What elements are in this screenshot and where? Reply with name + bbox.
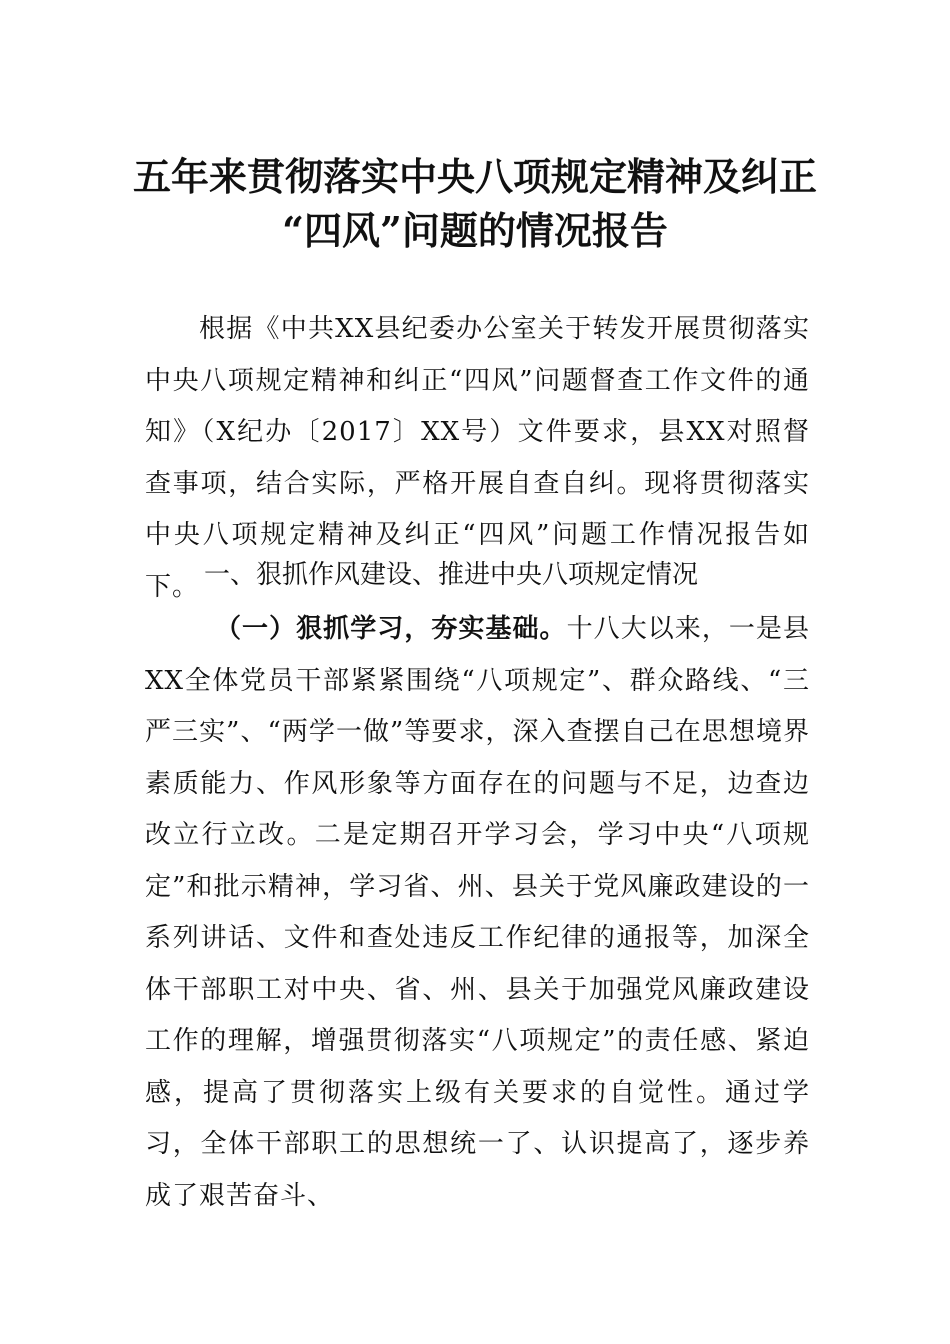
document-title (120, 150, 830, 258)
subsection-lead: （一）狠抓学习，夯实基础。 (215, 614, 567, 644)
subsection-paragraph-1 (145, 604, 810, 1222)
section-heading-1: 一、狠抓作风建设、推进中央八项规定情况 (204, 560, 699, 590)
title-line-1: 五年来贯彻落实中央八项规定精神及纠正 (132, 154, 817, 199)
subsection-body: 十八大以来，一是县XX全体党员干部紧紧围绕“八项规定”、群众路线、“三严三实”、“两学一做”等要求，深入查摆自己在思想境界素质能力、作风形象等方面存在的问题与不足，边查边改立行立改。二是定期召开学习会，学习中央“八项规定”和批示精神，学习省、州、县关于党风廉政建设的一系列讲话、文件和查处违反工作纪律的通报等，加深全体干部职工对中央、省、州、县关于加强党风廉政建设工作的理解，增强贯彻落实“八项规定”的责任感、紧迫感，提高了贯彻落实上级有关要求的自觉性。通过学习，全体干部职工的思想统一了、认识提高了，逐步养成了艰苦奋斗、 (145, 614, 810, 1211)
intro-paragraph: 根据《中共XX县纪委办公室关于转发开展贯彻落实中央八项规定精神和纠正“四风”问题督查工作文件的通知》（X纪办〔2017〕XX号）文件要求，县XX对照督查事项，结合实际，严格开展自查自纠。现将贯彻落实中央八项规定精神及纠正“四风”问题工作情况报告如下。 (145, 314, 810, 602)
title-line-2: “四风”问题的情况报告 (282, 208, 668, 253)
